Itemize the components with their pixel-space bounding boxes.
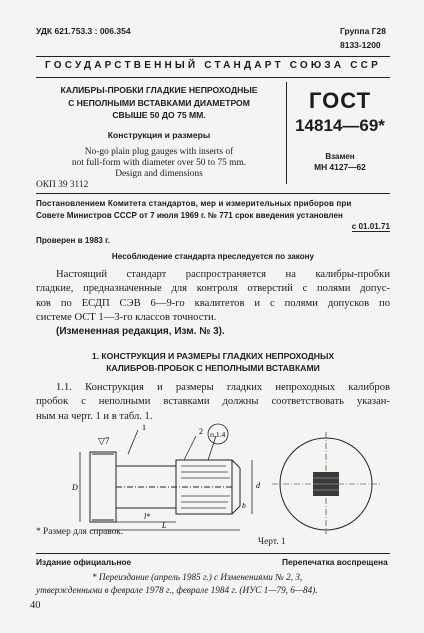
- title-rule: [36, 77, 390, 78]
- legal-note: Несоблюдение стандарта преследуется по закону: [111, 252, 315, 261]
- title-ru: [36, 84, 282, 122]
- reprint-prohibited: Перепечатка воспрещена: [282, 557, 388, 567]
- subtitle-ru: Конструкция и размеры: [107, 130, 211, 140]
- paragraph-1-1: [36, 381, 390, 424]
- title-divider: [286, 82, 287, 184]
- roughness-mark: ▽7: [98, 436, 110, 446]
- decree-line: Совете Министров СССР от 7 июля 1969 г. № 771 срок введения установлен: [36, 210, 343, 220]
- top-rule: [36, 56, 390, 57]
- title-en: [36, 147, 282, 180]
- gost-number: 14814—69*: [295, 116, 385, 135]
- leader-1-label: 1: [142, 423, 146, 432]
- leader-2-label: 2: [199, 427, 203, 436]
- reissue-line: * Переиздание (апрель 1985 г.) с Изменениями № 2, 3,: [92, 572, 303, 582]
- reissue-note: [36, 571, 390, 597]
- title-en-line: No-go plain plug gauges with inserts of: [84, 147, 234, 157]
- decree: [36, 198, 390, 233]
- title-ru-line: КАЛИБРЫ-ПРОБКИ ГЛАДКИЕ НЕПРОХОДНЫЕ: [60, 85, 258, 95]
- intro-paragraph: [36, 268, 390, 326]
- title-en-line: Design and dimensions: [115, 169, 203, 179]
- title-ru-line: СВЫШЕ 50 ДО 75 ММ.: [112, 110, 206, 120]
- para-line: ным на черт. 1 и в табл. 1.: [36, 410, 153, 422]
- gost-label: ГОСТ: [308, 88, 372, 113]
- section-1-heading: [36, 350, 390, 374]
- gauge-handle: [90, 452, 116, 522]
- title-en-line: not full-form with diameter over 50 to 75 mm.: [71, 158, 247, 168]
- udc-code: УДК 621.753.3 : 006.354: [36, 26, 131, 36]
- classification-code: 8133-1200: [340, 40, 381, 50]
- effective-date: с 01.01.71: [351, 222, 390, 231]
- dim-D-label: D: [72, 483, 78, 492]
- section-heading-line: 1. КОНСТРУКЦИЯ И РАЗМЕРЫ ГЛАДКИХ НЕПРОХОДНЫХ: [91, 351, 335, 361]
- replaces-label: Взамен: [325, 152, 355, 161]
- size-footnote: * Размер для справок.: [36, 527, 124, 537]
- intro-line: ков по ЕСДП СЭВ 6—9-го квалитетов и с полями допусков по: [36, 297, 390, 309]
- dim-b-label: b: [242, 501, 246, 510]
- okp-code: ОКП 39 3112: [36, 180, 89, 190]
- para-line: 1.1. Конструкция и размеры гладких непроходных калибров: [56, 382, 390, 393]
- replaces-code: МН 4127—62: [314, 162, 366, 172]
- para-line: пробок с неполными вставками должны соответствовать указан-: [36, 396, 390, 408]
- decree-line: Постановлением Комитета стандартов, мер и измерительных приборов при: [36, 199, 352, 208]
- dim-d-label: d: [256, 481, 260, 490]
- checked-note: Проверен в 1983 г.: [36, 236, 110, 245]
- group-code: Группа Г28: [340, 26, 386, 36]
- intro-line: Настоящий стандарт распространяется на калибры-пробки: [56, 269, 390, 280]
- title-ru-line: С НЕПОЛНЫМИ ВСТАВКАМИ ДИАМЕТРОМ: [68, 97, 250, 108]
- dim-l-label: l*: [144, 512, 151, 521]
- footer-rule: [36, 553, 390, 554]
- revision-note: (Измененная редакция, Изм. № 3).: [56, 326, 225, 337]
- intro-line: гладкие, предназначенные для контроля отверстий с полями допус-: [36, 283, 390, 295]
- official-edition: Издание официальное: [36, 557, 132, 567]
- gauge-drawing: [36, 422, 390, 534]
- gauge-end-view: [272, 432, 380, 534]
- callout-text: п.1.4: [210, 430, 226, 439]
- intro-line: системе ОСТ 1—3-го классов точности.: [36, 312, 217, 324]
- section-heading-line: КАЛИБРОВ-ПРОБОК С НЕПОЛНЫМИ ВСТАВКАМИ: [106, 363, 320, 373]
- figure-caption: Черт. 1: [258, 537, 286, 547]
- page-number: 40: [30, 600, 41, 611]
- reissue-line: утвержденными в феврале 1978 г., феврале 1984 г. (ИУС 1—79, 6—84).: [36, 585, 318, 595]
- dim-L-label: L: [162, 521, 167, 530]
- standard-title: ГОСУДАРСТВЕННЫЙ СТАНДАРТ СОЮЗА ССР: [45, 60, 381, 71]
- okp-rule: [36, 193, 390, 194]
